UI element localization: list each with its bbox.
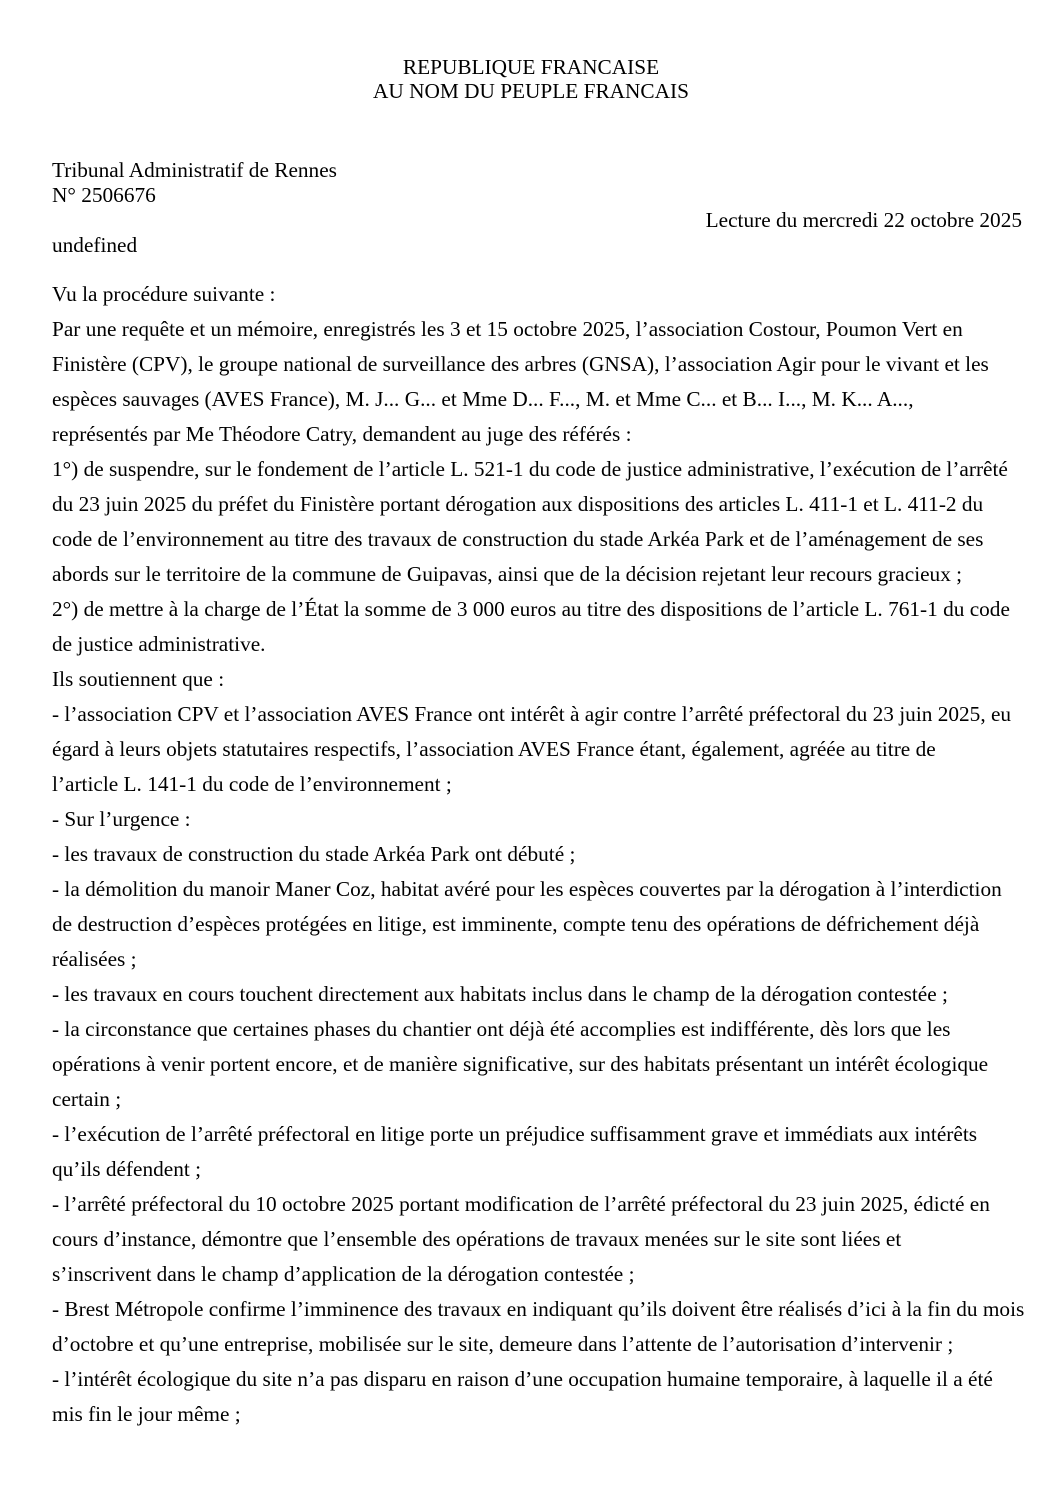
text-line: - Sur l’urgence :	[52, 807, 191, 831]
text-line: qu’ils défendent ;	[52, 1157, 202, 1181]
text-line: - l’intérêt écologique du site n’a pas disparu en raison d’une occupation humaine temporaire, à laquelle il a été	[52, 1367, 993, 1391]
case-info-block	[52, 158, 1022, 258]
text-line: Vu la procédure suivante :	[52, 282, 276, 306]
text-line: espèces sauvages (AVES France), M. J... G... et Mme D... F..., M. et Mme C... et B... I..., M. K... A...,	[52, 387, 914, 411]
text-line: cours d’instance, démontre que l’ensemble des opérations de travaux menées sur le site sont liées et	[52, 1227, 902, 1251]
paragraph-moyen-circonstance	[52, 1012, 1010, 1117]
text-line: l’article L. 141-1 du code de l’environnement ;	[52, 772, 452, 796]
text-line: code de l’environnement au titre des travaux de construction du stade Arkéa Park et de l’aménagement de ses	[52, 527, 984, 551]
paragraph-requete	[52, 312, 1010, 452]
paragraph-moyen-arrete-modificatif	[52, 1187, 1010, 1292]
text-line: - l’association CPV et l’association AVES France ont intérêt à agir contre l’arrêté préfectoral du 23 juin 2025, eu	[52, 702, 1012, 726]
text-line: - les travaux de construction du stade Arkéa Park ont débuté ;	[52, 842, 576, 866]
text-line: de destruction d’espèces protégées en litige, est imminente, compte tenu des opérations de défrichement déjà	[52, 912, 980, 936]
lecture-date: Lecture du mercredi 22 octobre 2025	[705, 208, 1022, 232]
text-line: - la circonstance que certaines phases du chantier ont déjà été accomplies est indifférente, dès lors que les	[52, 1017, 951, 1041]
text-line: s’inscrivent dans le champ d’application de la dérogation contestée ;	[52, 1262, 635, 1286]
document-header	[52, 55, 1010, 103]
text-line: - l’exécution de l’arrêté préfectoral en litige porte un préjudice suffisamment grave et immédiats aux intérêts	[52, 1122, 978, 1146]
text-line: - Brest Métropole confirme l’imminence des travaux en indiquant qu’ils doivent être réalisés d’ici à la fin du mois	[52, 1297, 1025, 1321]
paragraph-moyen-interet-ecologique	[52, 1362, 1010, 1432]
text-line: - l’arrêté préfectoral du 10 octobre 2025 portant modification de l’arrêté préfectoral du 23 juin 2025, édicté en	[52, 1192, 990, 1216]
text-line: Ils soutiennent que :	[52, 667, 225, 691]
paragraph-moyen-demolition-manoir	[52, 872, 1010, 977]
text-line: certain ;	[52, 1087, 122, 1111]
text-line: mis fin le jour même ;	[52, 1402, 241, 1426]
text-line: Finistère (CPV), le groupe national de surveillance des arbres (GNSA), l’association Agir pour le vivant et les	[52, 352, 989, 376]
text-line: opérations à venir portent encore, et de manière significative, sur des habitats présentant un intérêt écologique	[52, 1052, 989, 1076]
text-line: représentés par Me Théodore Catry, demandent au juge des référés :	[52, 422, 632, 446]
text-line: Par une requête et un mémoire, enregistrés les 3 et 15 octobre 2025, l’association Costour, Poumon Vert en	[52, 317, 963, 341]
paragraph-demande-1	[52, 452, 1010, 592]
paragraph-moyen-prejudice	[52, 1117, 1010, 1187]
republic-title: REPUBLIQUE FRANCAISE	[402, 55, 660, 79]
text-line: égard à leurs objets statutaires respectifs, l’association AVES France étant, également, agréée au titre de	[52, 737, 936, 761]
text-line: de justice administrative.	[52, 632, 266, 656]
case-number: N° 2506676	[52, 183, 156, 207]
text-line: du 23 juin 2025 du préfet du Finistère portant dérogation aux dispositions des articles L. 411-1 et L. 411-2 du	[52, 492, 984, 516]
text-line: abords sur le territoire de la commune de Guipavas, ainsi que de la décision rejetant leur recours gracieux ;	[52, 562, 963, 586]
text-line: réalisées ;	[52, 947, 137, 971]
text-line: 1°) de suspendre, sur le fondement de l’article L. 521-1 du code de justice administrative, l’exécution de l’arrêté	[52, 457, 1008, 481]
text-line: d’octobre et qu’une entreprise, mobilisée sur le site, demeure dans l’attente de l’autorisation d’intervenir ;	[52, 1332, 954, 1356]
paragraph-moyen-travaux-habitats	[52, 977, 1010, 1012]
text-line: - la démolition du manoir Maner Coz, habitat avéré pour les espèces couvertes par la dérogation à l’interdiction	[52, 877, 1002, 901]
document-body	[52, 277, 1025, 1432]
undefined-label: undefined	[52, 233, 138, 257]
paragraph-sur-urgence-heading	[52, 802, 1010, 837]
text-line: - les travaux en cours touchent directement aux habitats inclus dans le champ de la dérogation contestée ;	[52, 982, 948, 1006]
paragraph-procedure-heading	[52, 277, 1010, 312]
paragraph-moyen-interet-a-agir	[52, 697, 1010, 802]
paragraph-soutiennent-heading	[52, 662, 1010, 697]
court-name: Tribunal Administratif de Rennes	[52, 158, 337, 182]
paragraph-moyen-travaux-debute	[52, 837, 1010, 872]
paragraph-demande-2	[52, 592, 1010, 662]
text-line: 2°) de mettre à la charge de l’État la somme de 3 000 euros au titre des dispositions de l’article L. 761-1 du code	[52, 597, 1010, 621]
people-title: AU NOM DU PEUPLE FRANCAIS	[373, 79, 689, 103]
paragraph-moyen-brest-metropole	[52, 1292, 1025, 1362]
